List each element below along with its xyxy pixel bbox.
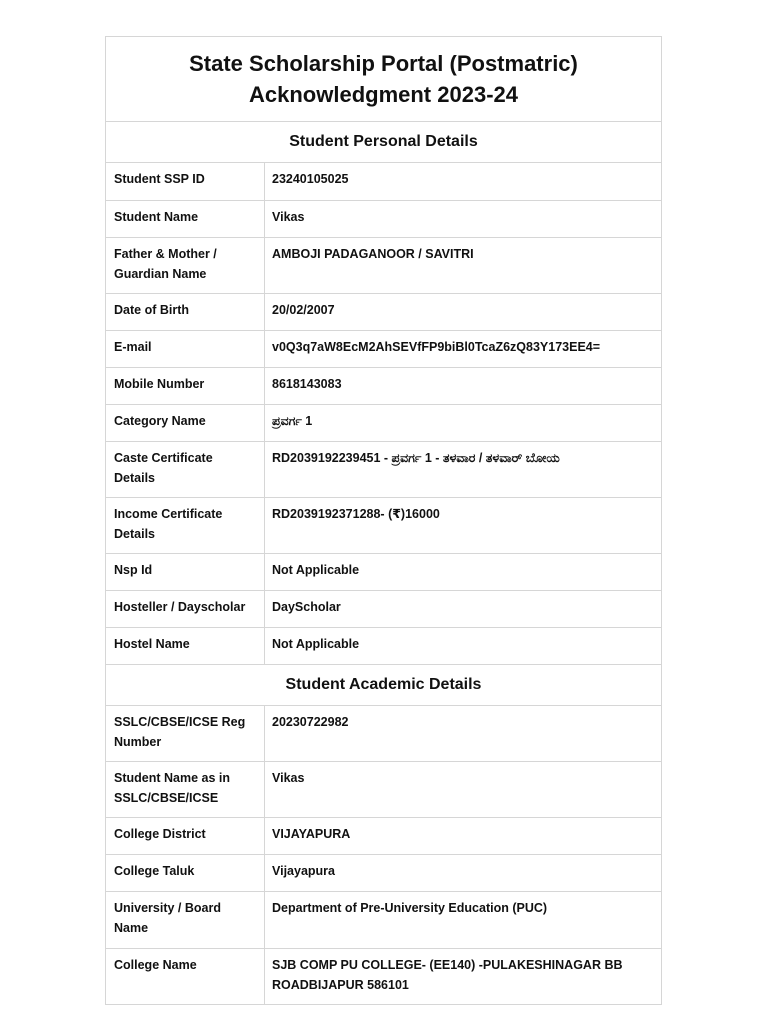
row-caste-certificate — [106, 442, 661, 498]
section-academic-details: Student Academic Details — [106, 665, 661, 706]
row-category-name — [106, 405, 661, 442]
value-caste-certificate: RD2039192239451 - ಪ್ರವರ್ಗ 1 - ತಳವಾರ / ತಳವಾರ್ ಬೋಯ — [272, 451, 560, 465]
label-hosteller: Hosteller / Dayscholar — [106, 591, 265, 627]
row-guardian-name — [106, 238, 661, 294]
label-university-board: University / Board Name — [106, 892, 265, 948]
value-nsp-id: Not Applicable — [272, 563, 360, 577]
label-category-name: Category Name — [106, 405, 265, 441]
label-college-district: College District — [106, 818, 265, 854]
label-sslc-reg-number: SSLC/CBSE/ICSE Reg Number — [106, 706, 265, 761]
value-student-name: Vikas — [272, 210, 305, 224]
value-college-name: SJB COMP PU COLLEGE- (EE140) -PULAKESHINAGAR BB ROADBIJAPUR 586101 — [272, 958, 623, 992]
label-ssp-id: Student SSP ID — [106, 163, 265, 200]
label-name-as-in-sslc: Student Name as in SSLC/CBSE/ICSE — [106, 762, 265, 817]
row-hosteller — [106, 591, 661, 628]
label-college-name: College Name — [106, 949, 265, 1004]
label-guardian-name: Father & Mother / Guardian Name — [106, 238, 265, 293]
label-mobile-number: Mobile Number — [106, 368, 265, 404]
value-hostel-name: Not Applicable — [272, 637, 360, 651]
value-mobile-number: 8618143083 — [272, 377, 342, 391]
row-date-of-birth — [106, 294, 661, 331]
row-college-name — [106, 949, 661, 1004]
row-mobile-number — [106, 368, 661, 405]
row-income-certificate — [106, 498, 661, 554]
label-date-of-birth: Date of Birth — [106, 294, 265, 330]
document-title — [106, 37, 661, 122]
row-ssp-id — [106, 163, 661, 201]
row-name-as-in-sslc — [106, 762, 661, 818]
row-college-taluk — [106, 855, 661, 892]
label-caste-certificate: Caste Certificate Details — [106, 442, 265, 497]
row-email — [106, 331, 661, 368]
title-line-1: State Scholarship Portal (Postmatric) — [189, 51, 578, 76]
row-college-district — [106, 818, 661, 855]
value-university-board: Department of Pre-University Education (PUC) — [272, 901, 548, 915]
value-guardian-name: AMBOJI PADAGANOOR / SAVITRI — [272, 247, 474, 261]
label-student-name: Student Name — [106, 201, 265, 237]
value-date-of-birth: 20/02/2007 — [272, 303, 335, 317]
value-college-taluk: Vijayapura — [272, 864, 336, 878]
row-hostel-name — [106, 628, 661, 665]
label-hostel-name: Hostel Name — [106, 628, 265, 664]
row-student-name — [106, 201, 661, 238]
value-name-as-in-sslc: Vikas — [272, 771, 305, 785]
acknowledgment-sheet — [105, 36, 662, 1005]
title-line-2: Acknowledgment 2023-24 — [249, 82, 518, 107]
label-email: E-mail — [106, 331, 265, 367]
value-college-district: VIJAYAPURA — [272, 827, 351, 841]
value-category-name: ಪ್ರವರ್ಗ 1 — [272, 414, 313, 428]
row-nsp-id — [106, 554, 661, 591]
row-university-board — [106, 892, 661, 949]
value-sslc-reg-number: 20230722982 — [272, 715, 349, 729]
value-ssp-id: 23240105025 — [272, 172, 349, 186]
value-income-certificate: RD2039192371288- (₹)16000 — [272, 507, 440, 521]
value-hosteller: DayScholar — [272, 600, 341, 614]
label-nsp-id: Nsp Id — [106, 554, 265, 590]
value-email: v0Q3q7aW8EcM2AhSEVfFP9biBl0TcaZ6zQ83Y173EE4= — [272, 340, 601, 354]
label-income-certificate: Income Certificate Details — [106, 498, 265, 553]
row-sslc-reg-number — [106, 706, 661, 762]
label-college-taluk: College Taluk — [106, 855, 265, 891]
section-personal-details: Student Personal Details — [106, 122, 661, 163]
